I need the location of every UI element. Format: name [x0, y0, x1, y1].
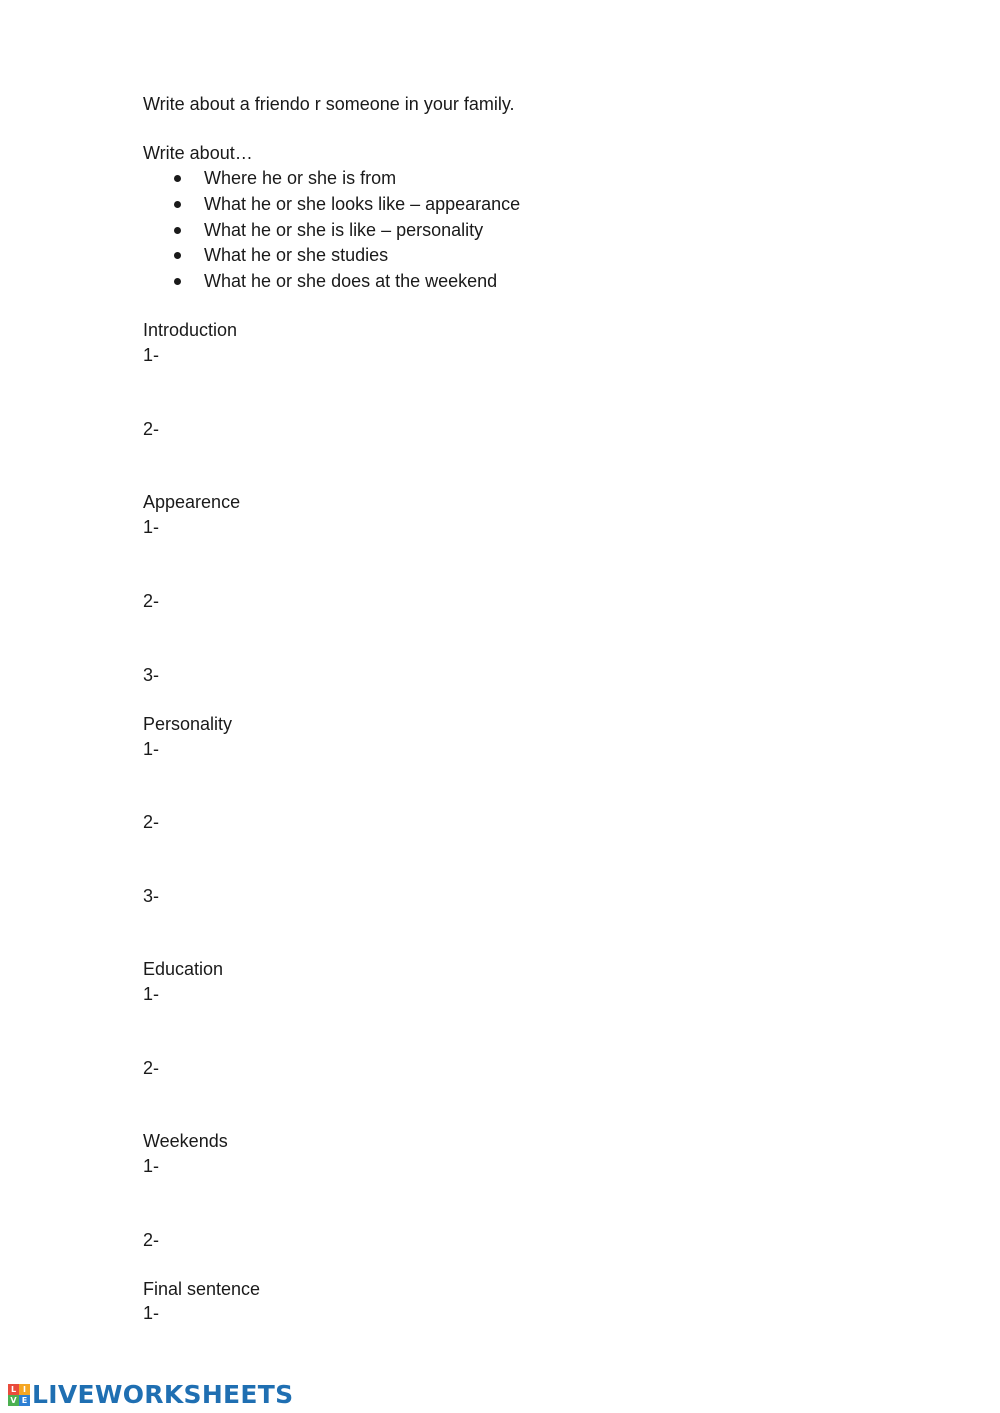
- bullet-icon: [174, 278, 181, 285]
- answer-line-number: 2-: [143, 419, 160, 439]
- section-heading-final-sentence: Final sentence: [143, 1279, 261, 1299]
- answer-line-number: 1-: [143, 345, 160, 365]
- prompt-text: What he or she looks like – appearance: [204, 193, 521, 214]
- section-heading-education: Education: [143, 959, 224, 979]
- section-heading-personality: Personality: [143, 714, 233, 734]
- answer-line-number: 1-: [143, 517, 160, 537]
- list-item: [143, 193, 520, 219]
- answer-line-number: 2-: [143, 591, 160, 611]
- bullet-icon: [174, 252, 181, 259]
- write-about-label: Write about…: [143, 143, 253, 163]
- answer-line-number: 1-: [143, 739, 160, 759]
- section-heading-weekends: Weekends: [143, 1131, 228, 1151]
- bullet-icon: [174, 227, 181, 234]
- answer-line-number: 1-: [143, 984, 160, 1004]
- prompt-text: What he or she does at the weekend: [204, 271, 498, 292]
- logo-letter: E: [19, 1395, 30, 1406]
- list-item: [143, 167, 520, 193]
- prompt-text: What he or she is like – personality: [204, 219, 484, 240]
- list-item: [143, 244, 520, 270]
- answer-line-number: 3-: [143, 665, 160, 685]
- answer-line-number: 3-: [143, 886, 160, 906]
- list-item: [143, 219, 520, 245]
- prompt-text: Where he or she is from: [204, 168, 397, 188]
- liveworksheets-logo[interactable]: [8, 1380, 293, 1410]
- answer-line-number: 1-: [143, 1156, 160, 1176]
- logo-letter: V: [8, 1395, 19, 1406]
- instruction-text: Write about a friendo r someone in your family.: [143, 94, 515, 114]
- logo-letter: L: [8, 1384, 19, 1395]
- bullet-icon: [174, 201, 181, 208]
- prompt-text: What he or she studies: [204, 245, 389, 266]
- logo-letter: I: [19, 1384, 30, 1395]
- answer-line-number: 2-: [143, 1230, 160, 1250]
- answer-line-number: 2-: [143, 1058, 160, 1078]
- answer-line-number: 1-: [143, 1303, 160, 1323]
- section-heading-appearance: Appearence: [143, 492, 241, 512]
- answer-line-number: 2-: [143, 812, 160, 832]
- prompt-list: [143, 167, 520, 296]
- list-item: [143, 270, 520, 296]
- bullet-icon: [174, 175, 181, 182]
- logo-mark-icon: [8, 1384, 30, 1406]
- section-heading-introduction: Introduction: [143, 320, 238, 340]
- brand-name: LIVEWORKSHEETS: [32, 1380, 294, 1409]
